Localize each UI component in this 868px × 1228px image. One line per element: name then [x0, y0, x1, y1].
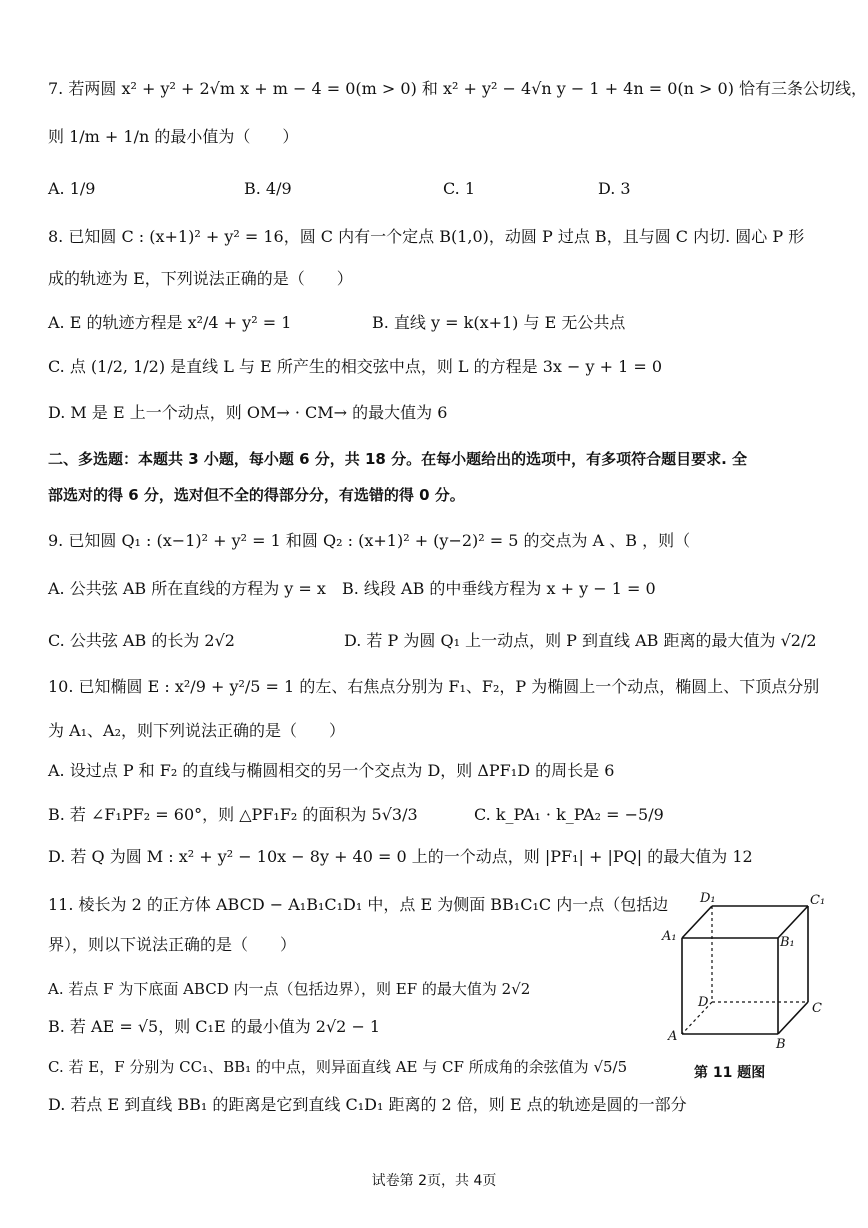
q8-option-d: D. M 是 E 上一个动点，则 OM→ · CM→ 的最大值为 6 [48, 403, 448, 422]
q8-stem-line2: 成的轨迹为 E，下列说法正确的是（ ） [48, 269, 353, 288]
q9-option-d: D. 若 P 为圆 Q₁ 上一动点，则 P 到直线 AB 距离的最大值为 √2/2 [344, 631, 817, 650]
q10-stem-line2: 为 A₁、A₂，则下列说法正确的是（ ） [48, 721, 346, 740]
q10-option-b: B. 若 ∠F₁PF₂ = 60°，则 △PF₁F₂ 的面积为 5√3/3 [48, 805, 418, 824]
edge-C1B1 [778, 906, 808, 938]
label-B: B [776, 1037, 786, 1052]
q11-option-a: A. 若点 F 为下底面 ABCD 内一点（包括边界），则 EF 的最大值为 2√2 [48, 980, 531, 998]
q7-option-d: D. 3 [598, 179, 631, 198]
label-B1: B₁ [780, 935, 795, 950]
q8-option-a: A. E 的轨迹方程是 x²/4 + y² = 1 [48, 313, 292, 332]
edge-A1D1 [682, 906, 712, 938]
q7-option-a: A. 1/9 [48, 179, 96, 198]
cube-figure [660, 892, 830, 1062]
q7-option-b: B. 4/9 [244, 179, 292, 198]
q11-stem-line2: 界），则以下说法正确的是（ ） [48, 935, 297, 954]
edge-BC [778, 1002, 808, 1034]
label-C: C [812, 1001, 822, 1016]
figure-caption: 第 11 题图 [694, 1065, 766, 1081]
q10-option-a: A. 设过点 P 和 F₂ 的直线与椭圆相交的另一个交点为 D，则 ΔPF₁D 的周长是 6 [48, 761, 615, 780]
q8-option-c: C. 点 (1/2, 1/2) 是直线 L 与 E 所产生的相交弦中点，则 L 的方程是 3x − y + 1 = 0 [48, 357, 663, 376]
q9-option-b: B. 线段 AB 的中垂线方程为 x + y − 1 = 0 [342, 579, 656, 598]
q11-option-d: D. 若点 E 到直线 BB₁ 的距离是它到直线 C₁D₁ 距离的 2 倍，则 E 点的轨迹是圆的一部分 [48, 1095, 687, 1114]
page-footer: 试卷第 2页，共 4页 [371, 1173, 497, 1189]
q11-option-b: B. 若 AE = √5，则 C₁E 的最小值为 2√2 − 1 [48, 1017, 381, 1036]
label-A: A [668, 1029, 678, 1044]
q9-option-a: A. 公共弦 AB 所在直线的方程为 y = x [48, 579, 326, 598]
q8-option-b: B. 直线 y = k(x+1) 与 E 无公共点 [372, 313, 626, 332]
q9-option-c: C. 公共弦 AB 的长为 2√2 [48, 631, 235, 650]
q11-option-c: C. 若 E，F 分别为 CC₁、BB₁ 的中点，则异面直线 AE 与 CF 所成角的余弦值为 √5/5 [48, 1058, 628, 1076]
label-A1: A₁ [662, 929, 677, 944]
label-C1: C₁ [810, 893, 826, 908]
q7-option-c: C. 1 [443, 179, 476, 198]
label-D: D [698, 995, 709, 1010]
q7-stem-line1: 7. 若两圆 x² + y² + 2√m x + m − 4 = 0(m > 0) 和 x² + y² − 4√n y − 1 + 4n = 0(n > 0) 恰有三条公切线， [48, 79, 868, 98]
q8-stem-line1: 8. 已知圆 C : (x+1)² + y² = 16，圆 C 内有一个定点 B(1,0)，动圆 P 过点 B，且与圆 C 内切. 圆心 P 形 [48, 227, 805, 246]
q10-option-c: C. k_PA₁ · k_PA₂ = −5/9 [474, 805, 664, 824]
q11-stem-line1: 11. 棱长为 2 的正方体 ABCD − A₁B₁C₁D₁ 中，点 E 为侧面 BB₁C₁C 内一点（包括边 [48, 895, 669, 914]
q10-stem-line1: 10. 已知椭圆 E : x²/9 + y²/5 = 1 的左、右焦点分别为 F₁、F₂，P 为椭圆上一个动点，椭圆上、下顶点分别 [48, 677, 820, 696]
q7-stem-line2: 则 1/m + 1/n 的最小值为（ ） [48, 127, 299, 146]
q10-option-d: D. 若 Q 为圆 M : x² + y² − 10x − 8y + 40 = 0 上的一个动点，则 |PF₁| + |PQ| 的最大值为 12 [48, 847, 753, 866]
section2-header-line2: 部选对的得 6 分，选对但不全的得部分分，有选错的得 0 分。 [48, 486, 465, 504]
section2-header-line1: 二、多选题：本题共 3 小题，每小题 6 分，共 18 分。在每小题给出的选项中，有多项符合题目要求. 全 [48, 450, 748, 468]
label-D1: D₁ [700, 892, 716, 906]
q9-stem-line1: 9. 已知圆 Q₁ : (x−1)² + y² = 1 和圆 Q₂ : (x+1)² + (y−2)² = 5 的交点为 A 、B ，则（ [48, 531, 691, 550]
